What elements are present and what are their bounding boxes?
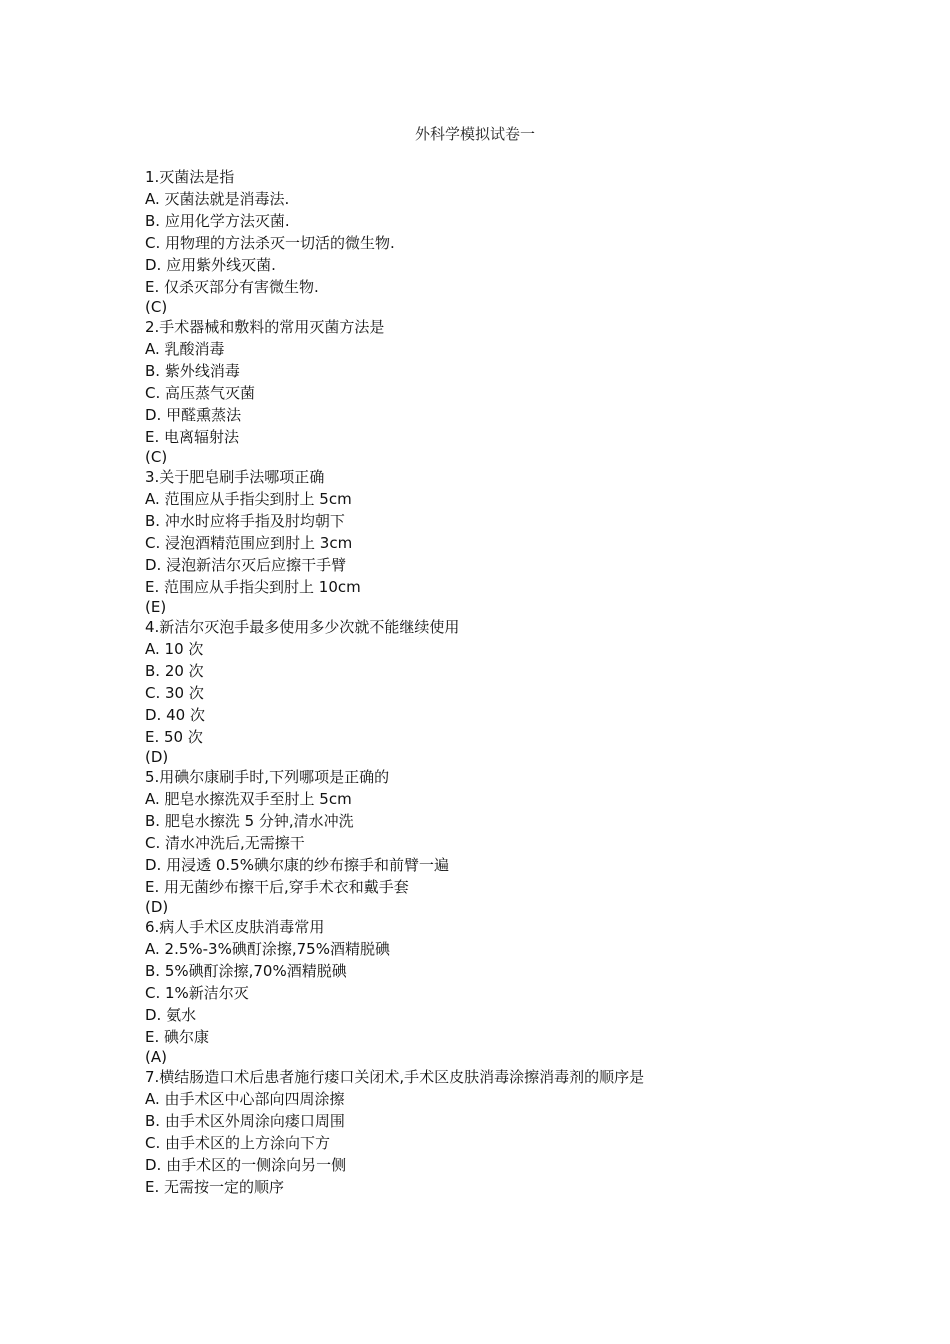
option-d: D. 氨水 xyxy=(145,1006,197,1024)
option-e: E. 电离辐射法 xyxy=(145,428,240,446)
question-stem: 3.关于肥皂刷手法哪项正确 xyxy=(145,468,325,486)
option-c: C. 30 次 xyxy=(145,684,204,702)
option-c: C. 清水冲洗后,无需擦干 xyxy=(145,834,305,852)
answer-key: (C) xyxy=(145,298,168,316)
option-e: E. 范围应从手指尖到肘上 10cm xyxy=(145,578,361,596)
option-d: D. 浸泡新洁尔灭后应擦干手臂 xyxy=(145,556,347,574)
option-b: B. 冲水时应将手指及肘均朝下 xyxy=(145,512,345,530)
option-a: A. 10 次 xyxy=(145,640,204,658)
option-c: C. 1%新洁尔灭 xyxy=(145,984,249,1002)
question-7 xyxy=(145,1066,865,1198)
question-stem: 6.病人手术区皮肤消毒常用 xyxy=(145,918,325,936)
question-stem: 2.手术器械和敷料的常用灭菌方法是 xyxy=(145,318,385,336)
answer-key: (D) xyxy=(145,898,169,916)
option-b: B. 5%碘酊涂擦,70%酒精脱碘 xyxy=(145,962,347,980)
answer-key: (A) xyxy=(145,1048,167,1066)
answer-key: (C) xyxy=(145,448,168,466)
option-b: B. 紫外线消毒 xyxy=(145,362,240,380)
option-a: A. 乳酸消毒 xyxy=(145,340,225,358)
question-stem: 5.用碘尔康刷手时,下列哪项是正确的 xyxy=(145,768,390,786)
option-c: C. 由手术区的上方涂向下方 xyxy=(145,1134,331,1152)
question-stem: 7.横结肠造口术后患者施行瘘口关闭术,手术区皮肤消毒涂擦消毒剂的顺序是 xyxy=(145,1068,645,1086)
option-a: A. 2.5%-3%碘酊涂擦,75%酒精脱碘 xyxy=(145,940,390,958)
option-b: B. 由手术区外周涂向瘘口周围 xyxy=(145,1112,345,1130)
option-e: E. 碘尔康 xyxy=(145,1028,210,1046)
option-d: D. 应用紫外线灭菌. xyxy=(145,256,276,274)
question-5 xyxy=(145,766,865,916)
question-stem: 1.灭菌法是指 xyxy=(145,168,235,186)
option-c: C. 高压蒸气灭菌 xyxy=(145,384,256,402)
question-stem: 4.新洁尔灭泡手最多使用多少次就不能继续使用 xyxy=(145,618,460,636)
option-c: C. 用物理的方法杀灭一切活的微生物. xyxy=(145,234,395,252)
document-title: 外科学模拟试卷一 xyxy=(414,125,535,143)
option-a: A. 肥皂水擦洗双手至肘上 5cm xyxy=(145,790,352,808)
option-e: E. 50 次 xyxy=(145,728,203,746)
option-b: B. 20 次 xyxy=(145,662,204,680)
option-a: A. 由手术区中心部向四周涂擦 xyxy=(145,1090,345,1108)
question-1 xyxy=(145,166,865,316)
option-a: A. 范围应从手指尖到肘上 5cm xyxy=(145,490,352,508)
option-b: B. 应用化学方法灭菌. xyxy=(145,212,290,230)
option-d: D. 甲醛熏蒸法 xyxy=(145,406,242,424)
option-a: A. 灭菌法就是消毒法. xyxy=(145,190,290,208)
question-6 xyxy=(145,916,865,1066)
option-d: D. 由手术区的一侧涂向另一侧 xyxy=(145,1156,347,1174)
option-d: D. 40 次 xyxy=(145,706,205,724)
option-e: E. 无需按一定的顺序 xyxy=(145,1178,285,1196)
option-e: E. 用无菌纱布擦干后,穿手术衣和戴手套 xyxy=(145,878,409,896)
question-4 xyxy=(145,616,865,766)
answer-key: (D) xyxy=(145,748,169,766)
option-b: B. 肥皂水擦洗 5 分钟,清水冲洗 xyxy=(145,812,354,830)
question-2 xyxy=(145,316,865,466)
answer-key: (E) xyxy=(145,598,167,616)
option-d: D. 用浸透 0.5%碘尔康的纱布擦手和前臂一遍 xyxy=(145,856,449,874)
question-list xyxy=(145,166,865,1198)
option-e: E. 仅杀灭部分有害微生物. xyxy=(145,278,319,296)
question-3 xyxy=(145,466,865,616)
option-c: C. 浸泡酒精范围应到肘上 3cm xyxy=(145,534,353,552)
